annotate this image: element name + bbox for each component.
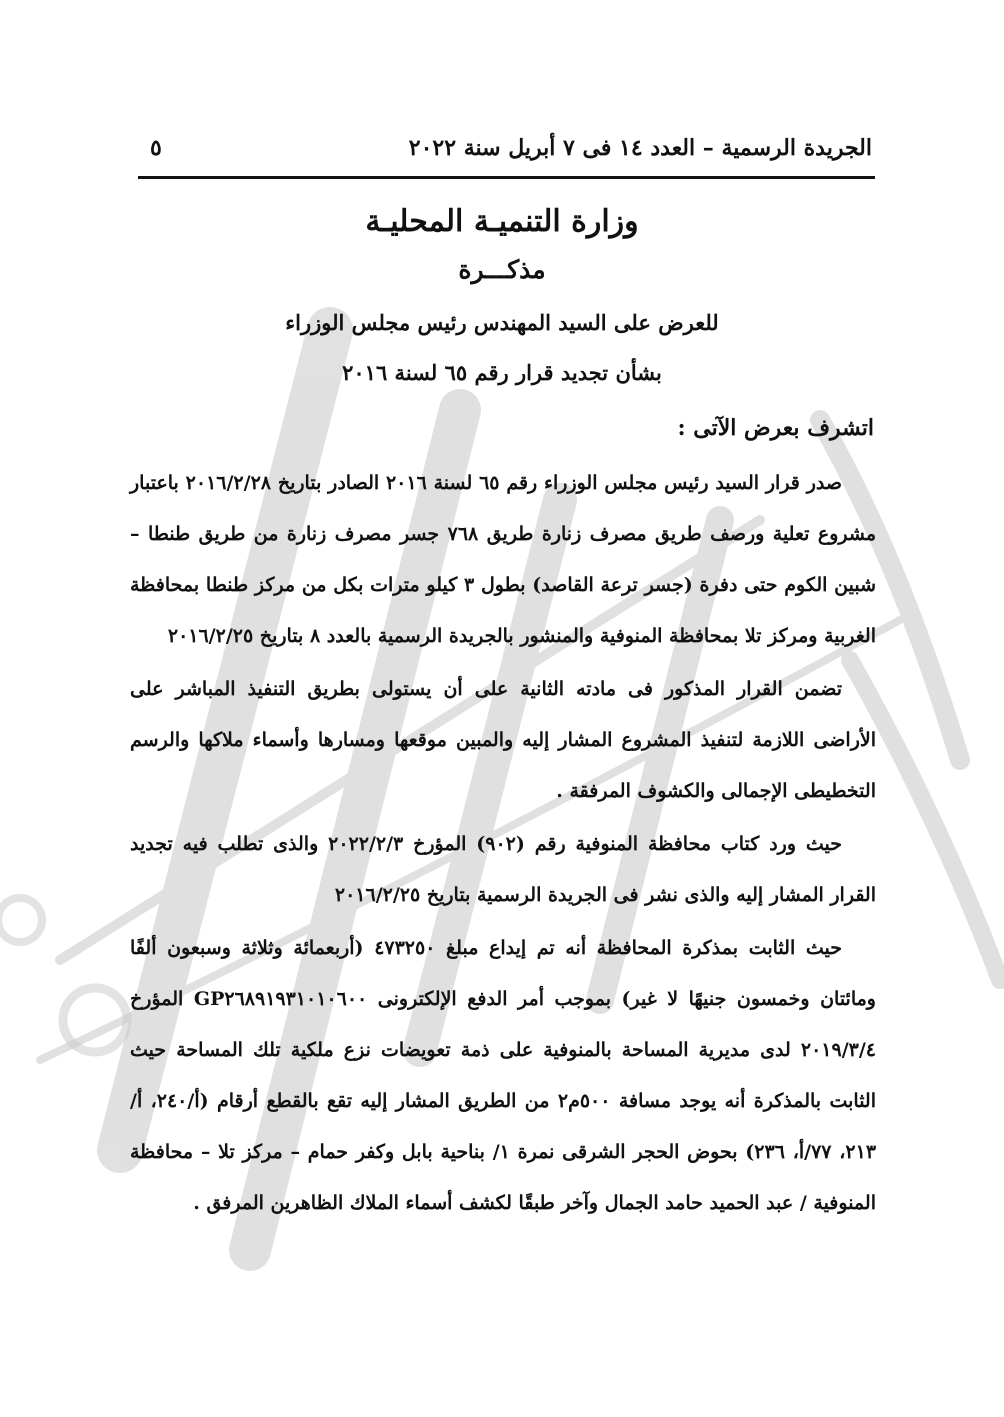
paragraph-decree: صدر قرار السيد رئيس مجلس الوزراء رقم ٦٥ لسنة ٢٠١٦ الصادر بتاريخ ٢٠١٦/٢/٢٨ باعتبار مشروع تعلية ورصف طريق مصرف زنارة طريق ٧٦٨ جسر مصرف زنارة من طريق طنطا – شبين الكوم حتى دفرة (جسر ترعة القاصد) بطول ٣ كيلو مترات بكل من مركز طنطا بمحافظة الغربية ومركز تلا بمحافظة المنوفية والمنشور بالجريدة الرسمية بالعدد ٨ بتاريخ ٢٠١٦/٢/٢٥ — [130, 472, 876, 647]
paragraph-deposit: حيث الثابت بمذكرة المحافظة أنه تم إيداع مبلغ ٤٧٣٢٥٠ (أربعمائة وثلاثة وسبعون ألفًا ومائتان وخمسون جنيهًا لا غير) بموجب أمر الدفع الإلكترونى GP٢٦٨٩١٩٣١٠١٠٦٠٠ المؤرخ ٢٠١٩/٣/٤ لدى مديرية المساحة بالمنوفية على ذمة تعويضات نزع ملكية تلك المساحة حيث الثابت بالمذكرة أنه يوجد مسافة ٥٠٠م٢ من الطريق المشار إليه تقع بالقطع أرقام (أ/٢٤٠، أ/٢١٣، ٧٧/أ، ٢٣٦) بحوض الحجر الشرقى نمرة ١/ بناحية بابل وكفر حمام – مركز تلا – محافظة المنوفية / عبد الحميد حامد الجمال وآخر طبقًا لكشف أسماء الملاك الظاهرين المرفق . — [130, 937, 877, 1214]
memo-body — [130, 458, 876, 1231]
memo-heading: مذكـــرة — [458, 255, 546, 284]
gazette-issue-line: الجريدة الرسمية – العدد ١٤ فى ٧ أبريل سنة ٢٠٢٢ — [408, 135, 872, 161]
page-number: ٥ — [150, 135, 162, 161]
ministry-title: وزارة التنميـة المحليـة — [365, 204, 639, 239]
paragraph-governorate-letter: حيث ورد كتاب محافظة المنوفية رقم (٩٠٢) المؤرخ ٢٠٢٢/٢/٣ والذى تطلب فيه تجديد القرار المشار إليه والذى نشر فى الجريدة الرسمية بتاريخ ٢٠١٦/٢/٢٥ — [130, 833, 876, 906]
subject-line: بشأن تجديد قرار رقم ٦٥ لسنة ٢٠١٦ — [342, 360, 662, 385]
header-rule — [138, 176, 875, 179]
paragraph-article-two: تضمن القرار المذكور فى مادته الثانية على أن يستولى بطريق التنفيذ المباشر على الأراضى اللازمة لتنفيذ المشروع المشار إليه والمبين موقعها ومسارها وأسماء ملاكها والرسم التخطيطى الإجمالى والكشوف المرفقة . — [130, 678, 876, 802]
addressee-line: للعرض على السيد المهندس رئيس مجلس الوزراء — [285, 310, 719, 335]
intro-line: اتشرف بعرض الآتى : — [677, 415, 874, 441]
page-header — [150, 128, 872, 168]
